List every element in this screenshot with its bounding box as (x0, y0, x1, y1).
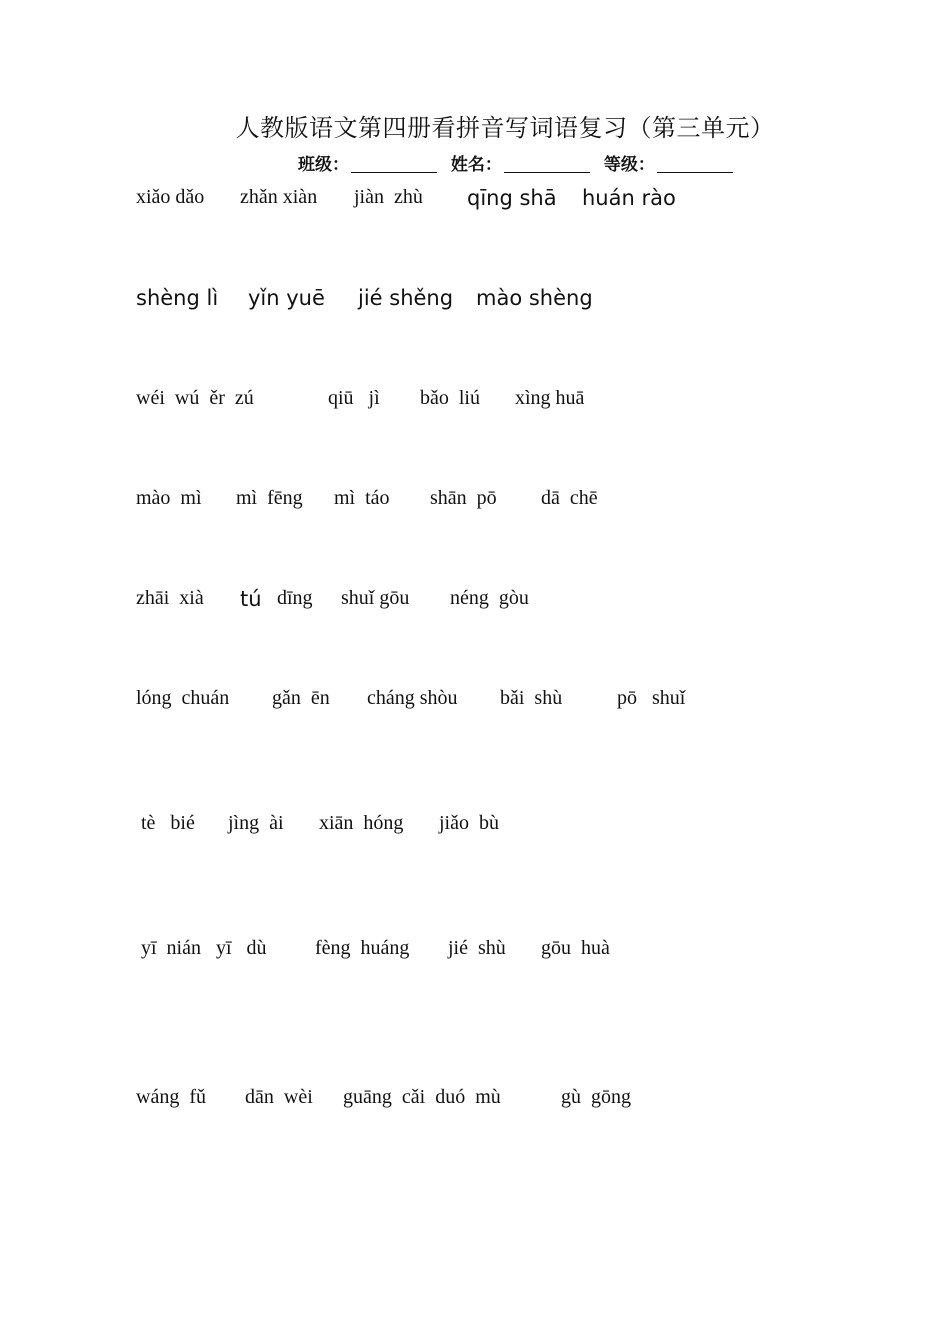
pinyin-word: gōu huà (541, 937, 610, 959)
pinyin-word: xìng huā (515, 387, 585, 409)
class-label: 班级： (298, 155, 349, 175)
name-label: 姓名： (450, 155, 502, 175)
pinyin-word: jiǎo bù (439, 812, 499, 834)
pinyin-word: dā chē (541, 487, 598, 509)
pinyin-word: wéi wú ěr zú (136, 387, 254, 409)
pinyin-word: xiān hóng (319, 812, 404, 834)
page-title: 人教版语文第四册看拼音写词语复习（第三单元） (235, 114, 775, 142)
pinyin-word: fèng huáng (315, 937, 410, 959)
pinyin-word: tú (240, 587, 262, 611)
pinyin-word: bǎo liú (420, 387, 480, 409)
pinyin-word: dīng (277, 587, 313, 609)
pinyin-word: yǐn yuē (248, 286, 325, 310)
name-field (451, 150, 590, 175)
pinyin-word: qīng shā (467, 186, 557, 210)
pinyin-word: mào mì (136, 487, 202, 509)
pinyin-word: lóng chuán (136, 687, 230, 709)
pinyin-word: yī nián yī dù (141, 937, 267, 959)
pinyin-word: shān pō (430, 487, 497, 509)
pinyin-word: gù gōng (561, 1086, 631, 1108)
pinyin-word: mào shèng (476, 286, 593, 310)
pinyin-word: néng gòu (450, 587, 529, 609)
pinyin-word: huán rào (582, 186, 676, 210)
pinyin-word: jiàn zhù (354, 186, 423, 208)
pinyin-word: jìng ài (228, 812, 284, 834)
name-blank[interactable] (504, 154, 590, 173)
class-field (298, 150, 437, 175)
grade-label: 等级： (603, 155, 655, 175)
pinyin-word: wáng fǔ (136, 1086, 206, 1108)
pinyin-word: shuǐ gōu (341, 587, 410, 609)
pinyin-word: mì táo (334, 487, 390, 509)
pinyin-word: guāng cǎi duó mù (343, 1086, 501, 1108)
grade-field (604, 150, 733, 175)
student-info-line (298, 150, 741, 175)
pinyin-word: pō shuǐ (617, 687, 686, 709)
pinyin-word: jié shěng (358, 286, 454, 310)
pinyin-word: gǎn ēn (272, 687, 330, 709)
pinyin-word: tè bié (141, 812, 195, 834)
pinyin-word: qiū jì (328, 387, 380, 409)
pinyin-word: jié shù (448, 937, 506, 959)
pinyin-word: shèng lì (136, 286, 219, 310)
pinyin-word: zhāi xià (136, 587, 204, 609)
pinyin-word: bǎi shù (500, 687, 563, 709)
pinyin-word: cháng shòu (367, 687, 458, 709)
pinyin-word: dān wèi (245, 1086, 313, 1108)
pinyin-word: zhǎn xiàn (240, 186, 318, 208)
pinyin-word: mì fēng (236, 487, 303, 509)
class-blank[interactable] (351, 154, 437, 173)
pinyin-word: xiǎo dǎo (136, 186, 205, 208)
grade-blank[interactable] (657, 154, 733, 173)
